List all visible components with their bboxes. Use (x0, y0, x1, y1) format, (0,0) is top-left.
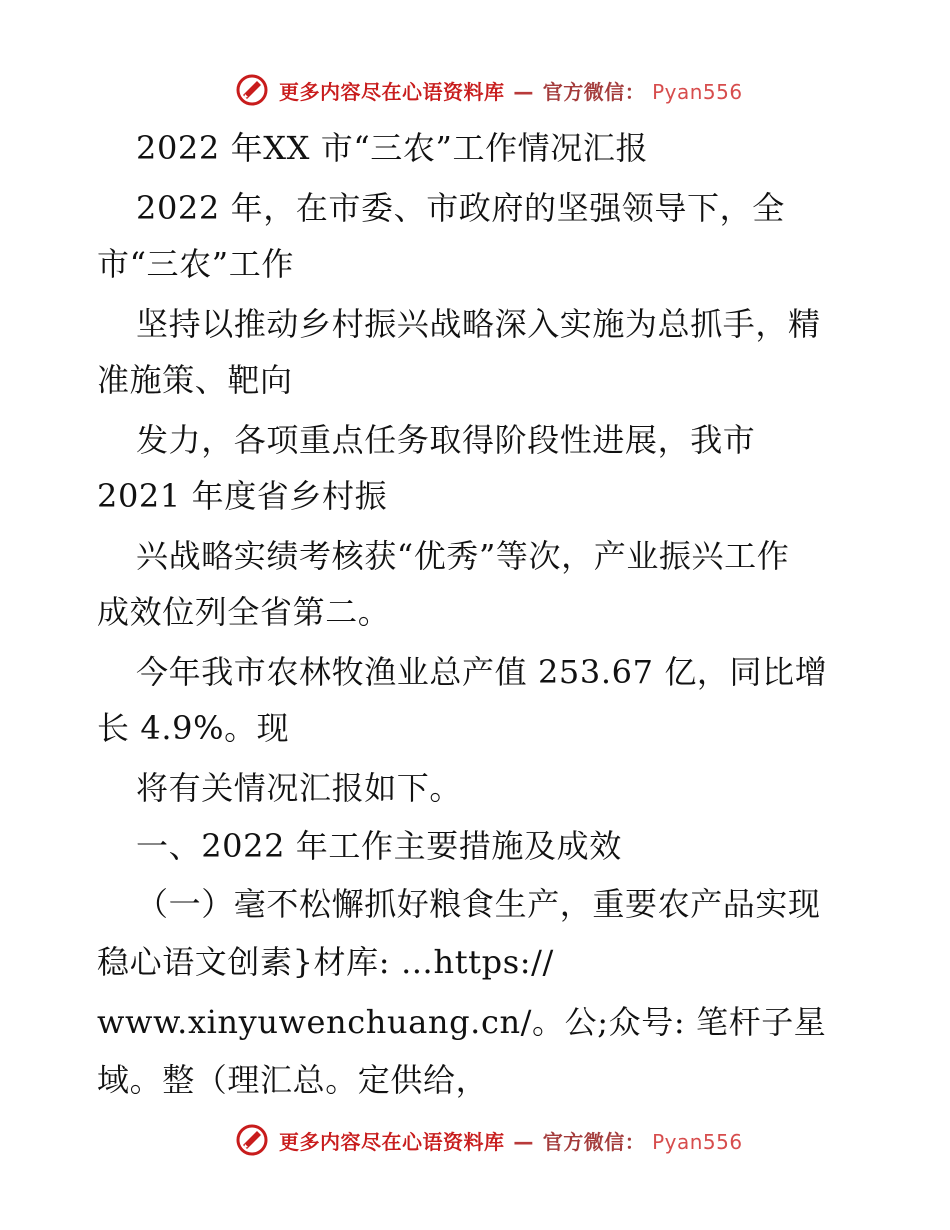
doc-line: 发力，各项重点任务取得阶段性进展，我市 (136, 421, 756, 459)
doc-section-heading: 一、2022 年工作主要措施及成效 (136, 827, 622, 865)
header-separator: — (513, 79, 534, 104)
doc-line: 长 4.9%。现 (97, 709, 290, 747)
doc-line: 2022 年，在市委、市政府的坚强领导下，全 (136, 189, 785, 227)
footer-official-label: 官方微信： (542, 1129, 646, 1154)
footer-separator: — (513, 1129, 534, 1154)
header-brand: 更多内容尽在心语资料库 (279, 79, 505, 104)
doc-line: 2021 年度省乡村振 (97, 477, 388, 515)
footer-handle: Pyan556 (652, 1129, 743, 1154)
doc-line: www.xinyuwenchuang.cn/。公;众号: 笔杆子星 (97, 1003, 827, 1041)
footer-banner (235, 1120, 755, 1160)
doc-line: 将有关情况汇报如下。 (136, 769, 463, 807)
doc-line: 坚持以推动乡村振兴战略深入实施为总抓手，精 (136, 305, 821, 343)
pen-in-circle-icon (235, 1123, 269, 1157)
doc-line: 稳心语文创素}材库: …https:// (97, 943, 554, 981)
doc-line: 准施策、靶向 (97, 361, 293, 399)
header-handle: Pyan556 (652, 79, 743, 104)
doc-line: 成效位列全省第二。 (97, 593, 391, 631)
doc-line: 市“三农”工作 (97, 245, 294, 283)
doc-line: 兴战略实绩考核获“优秀”等次，产业振兴工作 (136, 537, 790, 575)
header-official-label: 官方微信： (542, 79, 646, 104)
header-banner (235, 70, 755, 110)
footer-brand: 更多内容尽在心语资料库 (279, 1129, 505, 1154)
doc-title: 2022 年XX 市“三农”工作情况汇报 (136, 129, 649, 167)
pen-in-circle-icon (235, 73, 269, 107)
doc-subsection-heading: （一）毫不松懈抓好粮食生产，重要农产品实现 (136, 885, 821, 923)
doc-line: 域。整（理汇总。定供给， (97, 1061, 489, 1099)
doc-line: 今年我市农林牧渔业总产值 253.67 亿，同比增 (136, 653, 828, 691)
header-banner-text (279, 76, 743, 105)
footer-banner-text (279, 1126, 743, 1155)
